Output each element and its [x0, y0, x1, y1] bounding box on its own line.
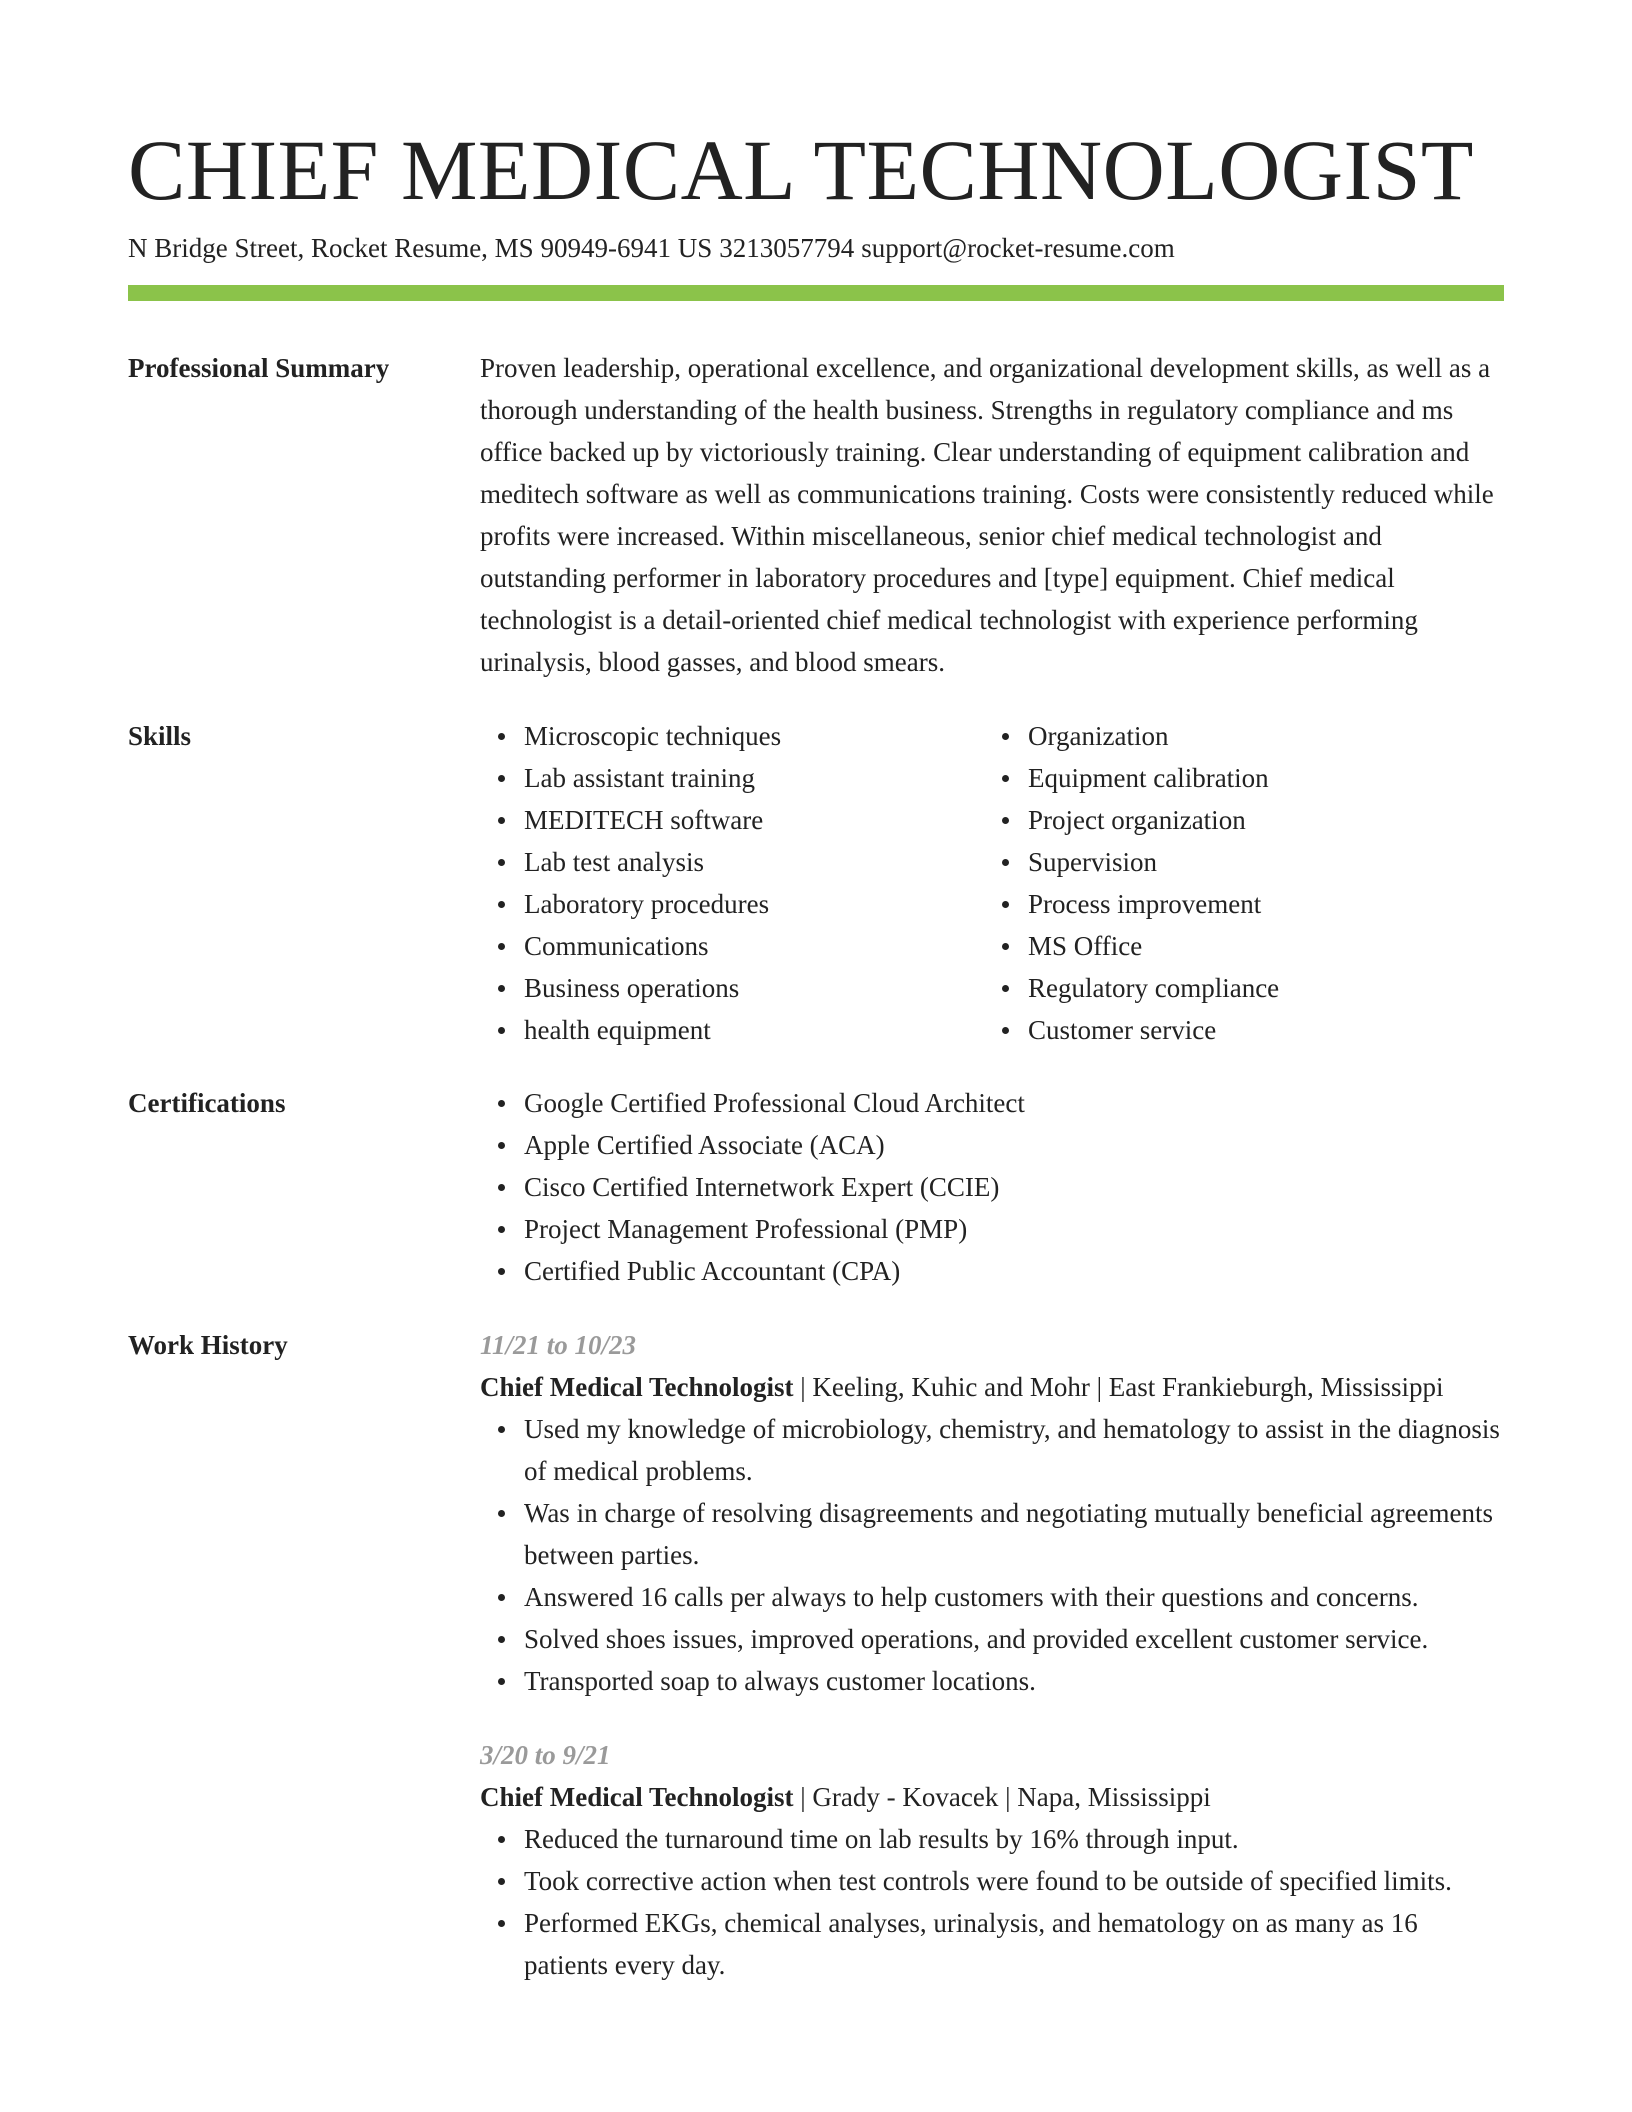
job-location: East Frankieburgh, Mississippi: [1108, 1372, 1444, 1402]
skill-item: Supervision: [984, 841, 1504, 883]
job-bullet: Was in charge of resolving disagreements and negotiating mutually beneficial agreements between parties.: [480, 1492, 1504, 1576]
job-title: Chief Medical Technologist: [480, 1782, 794, 1812]
skills-list-right: [984, 715, 1504, 1051]
certification-item: Project Management Professional (PMP): [480, 1208, 1504, 1250]
skill-item: Lab assistant training: [480, 757, 984, 799]
certifications-list: [480, 1082, 1504, 1292]
certifications-body: [480, 1082, 1504, 1292]
skills-label: Skills: [128, 721, 192, 751]
job-bullet: Used my knowledge of microbiology, chemistry, and hematology to assist in the diagnosis of medical problems.: [480, 1408, 1504, 1492]
skill-item: Lab test analysis: [480, 841, 984, 883]
job-heading: Chief Medical Technologist | Keeling, Kuhic and Mohr | East Frankieburgh, Mississippi: [480, 1372, 1444, 1402]
skills-list-left: [480, 715, 984, 1051]
skill-item: Regulatory compliance: [984, 967, 1504, 1009]
skill-item: Communications: [480, 925, 984, 967]
skill-item: health equipment: [480, 1009, 984, 1051]
contact-phone: 3213057794: [719, 233, 855, 263]
certification-item: Google Certified Professional Cloud Architect: [480, 1082, 1504, 1124]
skill-item: Project organization: [984, 799, 1504, 841]
contact-address: N Bridge Street, Rocket Resume, MS 90949-6941 US: [128, 233, 713, 263]
skill-item: Equipment calibration: [984, 757, 1504, 799]
job-bullet: Performed EKGs, chemical analyses, urinalysis, and hematology on as many as 16 patients every day.: [480, 1902, 1504, 1986]
job-entry: [480, 1324, 1504, 1702]
skill-item: Process improvement: [984, 883, 1504, 925]
job-heading: Chief Medical Technologist | Grady - Kovacek | Napa, Mississippi: [480, 1782, 1211, 1812]
job-bullet: Solved shoes issues, improved operations, and provided excellent customer service.: [480, 1618, 1504, 1660]
header-divider: [128, 285, 1504, 301]
job-bullets: [480, 1408, 1504, 1702]
skill-item: Laboratory procedures: [480, 883, 984, 925]
job-dates: 3/20 to 9/21: [480, 1740, 611, 1770]
certification-item: Certified Public Accountant (CPA): [480, 1250, 1504, 1292]
skill-item: Business operations: [480, 967, 984, 1009]
job-bullet: Answered 16 calls per always to help customers with their questions and concerns.: [480, 1576, 1504, 1618]
job-location: Napa, Mississippi: [1017, 1782, 1211, 1812]
certification-item: Cisco Certified Internetwork Expert (CCIE): [480, 1166, 1504, 1208]
summary-body: [480, 347, 1504, 683]
job-bullet: Reduced the turnaround time on lab results by 16% through input.: [480, 1818, 1504, 1860]
job-employer: Keeling, Kuhic and Mohr: [812, 1372, 1090, 1402]
certifications-label: Certifications: [128, 1088, 286, 1118]
job-bullets: [480, 1818, 1504, 1986]
job-title: Chief Medical Technologist: [480, 1372, 794, 1402]
skill-item: MEDITECH software: [480, 799, 984, 841]
job-bullet: Transported soap to always customer locations.: [480, 1660, 1504, 1702]
certification-item: Apple Certified Associate (ACA): [480, 1124, 1504, 1166]
job-bullet: Took corrective action when test controls were found to be outside of specified limits.: [480, 1860, 1504, 1902]
work-history-body: [480, 1324, 1504, 1986]
skills-body: [480, 715, 1504, 1051]
job-employer: Grady - Kovacek: [812, 1782, 999, 1812]
contact-email: support@rocket-resume.com: [861, 233, 1175, 263]
skill-item: Organization: [984, 715, 1504, 757]
summary-text: Proven leadership, operational excellence, and organizational development skills, as well as a thorough understanding of the health business. Strengths in regulatory compliance and ms office backed up by victoriously training. Clear understanding of equipment calibration and meditech software as well as communications training. Costs were consistently reduced while profits were increased. Within miscellaneous, senior chief medical technologist and outstanding performer in laboratory procedures and [type] equipment. Chief medical technologist is a detail-oriented chief medical technologist with experience performing urinalysis, blood gasses, and blood smears.: [480, 353, 1494, 677]
skill-item: Customer service: [984, 1009, 1504, 1051]
job-dates: 11/21 to 10/23: [480, 1330, 637, 1360]
contact-line: [128, 230, 1175, 266]
resume-title: CHIEF MEDICAL TECHNOLOGIST: [128, 122, 1474, 218]
skill-item: MS Office: [984, 925, 1504, 967]
skill-item: Microscopic techniques: [480, 715, 984, 757]
work-history-label: Work History: [128, 1330, 288, 1360]
summary-label: Professional Summary: [128, 353, 390, 383]
job-entry: [480, 1734, 1504, 1986]
